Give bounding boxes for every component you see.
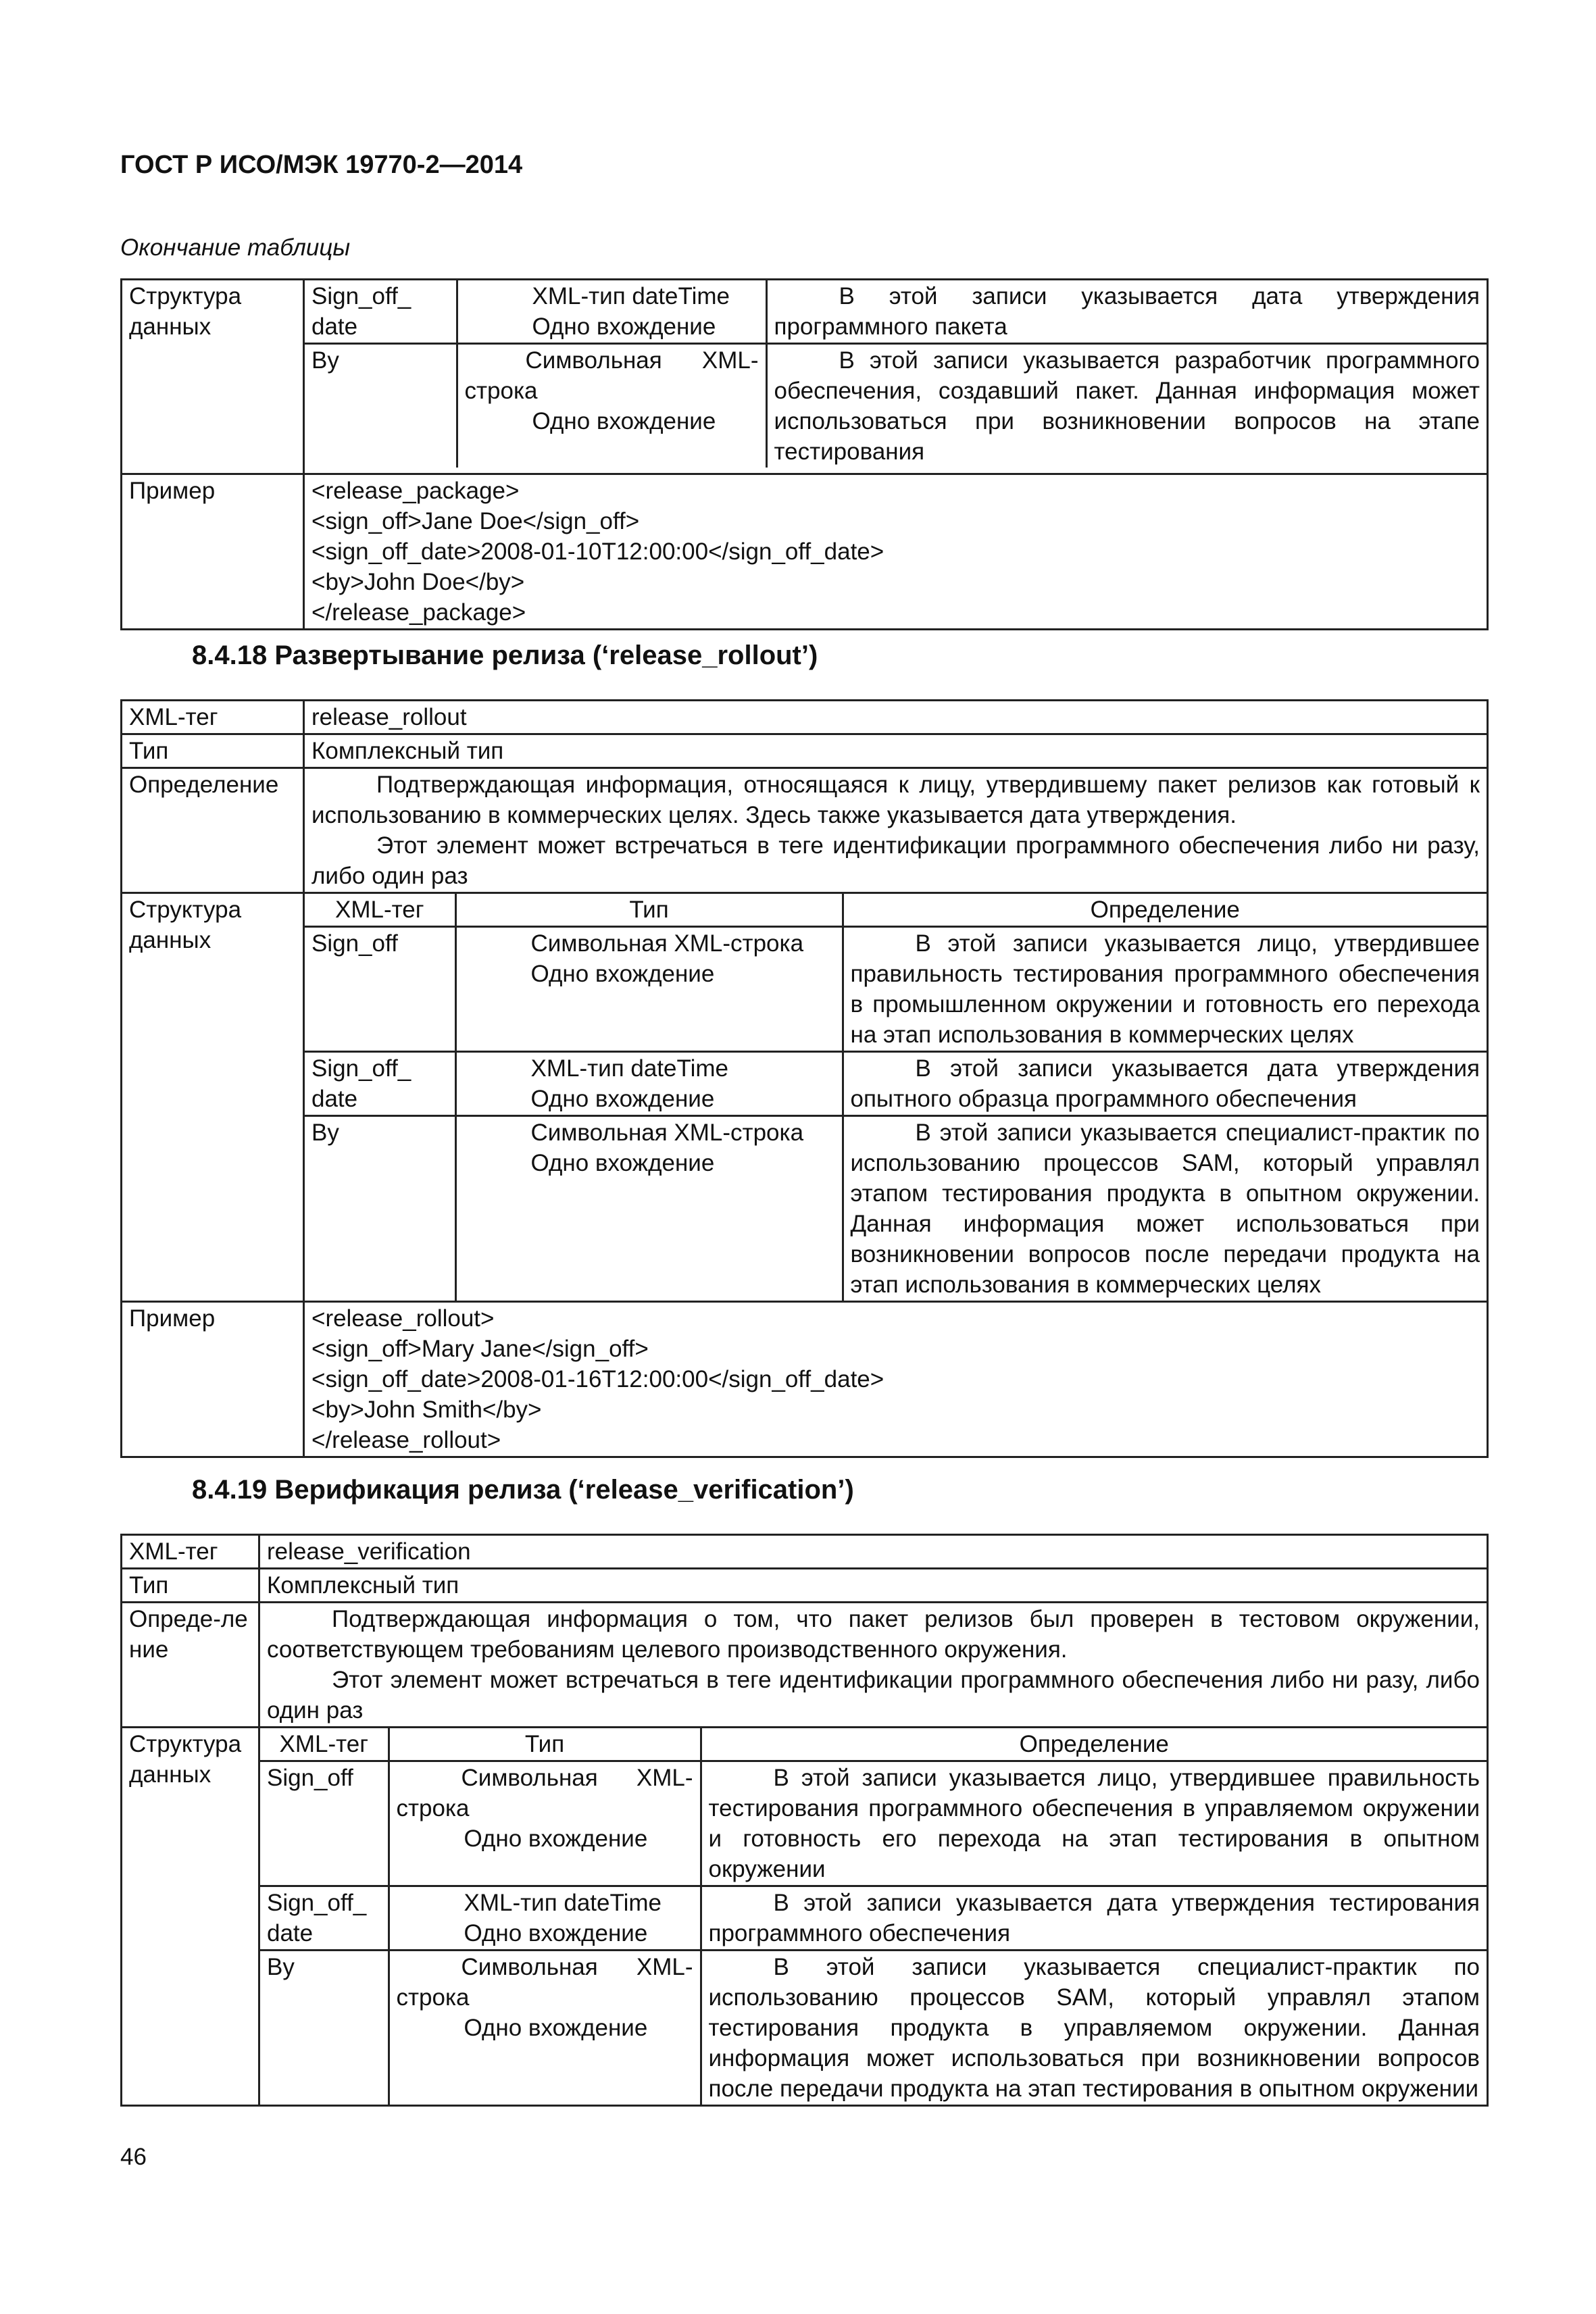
example-code [304, 474, 1488, 630]
table-release-rollout [120, 699, 1489, 1458]
occurrence-text: Одно вхождение [530, 1086, 715, 1112]
type-value: Комплексный тип [304, 734, 1488, 768]
table-continuation-note: Окончание таблицы [120, 234, 351, 261]
occurrence-text: Одно вхождение [532, 313, 716, 340]
occurrence-text: Одно вхождение [530, 961, 715, 987]
xml-tag-value: release_verification [259, 1535, 1488, 1569]
occurrence-text: Одно вхождение [532, 408, 716, 434]
type-label: Тип [122, 1569, 259, 1603]
xml-tag-cell: By [260, 1951, 389, 2105]
table-header-row [260, 1728, 1487, 1761]
struct-label: Структура данных [122, 1728, 259, 2106]
type-cell [389, 1886, 701, 1951]
definition-cell: В этой записи указывается лицо, утвердившее правильность тестирования программного обеспечения в управляемом окружении и готовность его перехода на этап тестирования в опытном окружении [701, 1761, 1487, 1886]
definition-paragraph: Подтверждающая информация о том, что пакет релизов был проверен в тестовом окружении, соответствующем требованиям целевого производственного окружения. [267, 1606, 1480, 1663]
xml-tag-cell: Sign_off_ date [305, 280, 457, 344]
definition-cell: В этой записи указывается лицо, утвердившее правильность тестирования программного обеспечения в промышленном окружении и готовность его перехода на этап использования в коммерческих целях [843, 927, 1487, 1052]
definition-cell: В этой записи указывается разработчик программного обеспечения, создавший пакет. Данная информация может использоваться при возникновении вопросов на этапе тестирования [766, 344, 1487, 468]
type-cell [389, 1761, 701, 1886]
table-row [305, 927, 1487, 1052]
col-header-xml-tag: XML-тег [305, 894, 455, 927]
code-line: <release_package> [311, 478, 520, 504]
type-text: Символьная XML-строка [396, 1765, 693, 1821]
type-cell [457, 280, 766, 344]
table-release-verification [120, 1534, 1489, 2107]
occurrence-text: Одно вхождение [464, 2015, 648, 2041]
type-text: Символьная XML-строка [396, 1954, 693, 2011]
section-heading-release-verification: 8.4.19 Верификация релиза (‘release_verification’) [192, 1475, 854, 1505]
occurrence-text: Одно вхождение [464, 1826, 648, 1852]
example-label: Пример [122, 474, 304, 630]
occurrence-text: Одно вхождение [464, 1920, 648, 1946]
xml-tag-label: XML-тег [122, 1535, 259, 1569]
xml-tag-cell: Sign_off_ date [305, 1052, 455, 1116]
table-row [260, 1761, 1487, 1886]
definition-label: Опреде-ление [122, 1603, 259, 1728]
table-row [305, 1052, 1487, 1116]
type-cell [455, 1116, 843, 1301]
struct-subtable [305, 280, 1487, 468]
type-cell [457, 344, 766, 468]
definition-paragraph: Этот элемент может встречаться в теге идентификации программного обеспечения либо ни разу, либо один раз [311, 832, 1480, 889]
code-line: <by>John Smith</by> [311, 1397, 542, 1423]
col-header-xml-tag: XML-тег [260, 1728, 389, 1761]
definition-cell: В этой записи указывается специалист-практик по использованию процессов SAM, который управлял этапом тестирования продукта в опытном окружении. Данная информация может использоваться при возникновении вопросов после передачи продукта на этап использования в коммерческих целях [843, 1116, 1487, 1301]
code-line: </release_rollout> [311, 1427, 501, 1453]
definition-cell: В этой записи указывается дата утверждения программного пакета [766, 280, 1487, 344]
type-text: Символьная XML-строка [530, 930, 804, 957]
type-text: Символьная XML-строка [530, 1120, 804, 1146]
code-line: <sign_off_date>2008-01-16T12:00:00</sign_off_date> [311, 1366, 884, 1392]
document-header: ГОСТ Р ИСО/МЭК 19770-2—2014 [120, 151, 523, 179]
code-line: <release_rollout> [311, 1305, 495, 1332]
type-text: XML-тип dateTime [530, 1055, 728, 1082]
xml-tag-label: XML-тег [122, 701, 304, 734]
struct-subtable [260, 1728, 1487, 2105]
definition-cell: В этой записи указывается дата утверждения опытного образца программного обеспечения [843, 1052, 1487, 1116]
code-line: <sign_off>Mary Jane</sign_off> [311, 1336, 649, 1362]
table-row [260, 1951, 1487, 2105]
definition-label: Определение [122, 768, 304, 893]
type-cell [455, 1052, 843, 1116]
type-value: Комплексный тип [259, 1569, 1488, 1603]
definition-paragraph: Этот элемент может встречаться в теге идентификации программного обеспечения либо ни разу, либо один раз [267, 1667, 1480, 1724]
xml-tag-cell: By [305, 344, 457, 468]
definition-paragraph: Подтверждающая информация, относящаяся к лицу, утвердившему пакет релизов как готовый к использованию в коммерческих целях. Здесь также указывается дата утверждения. [311, 772, 1480, 828]
table-row [305, 1116, 1487, 1301]
code-line: </release_package> [311, 599, 526, 626]
col-header-definition: Определение [701, 1728, 1487, 1761]
col-header-type: Тип [389, 1728, 701, 1761]
col-header-type: Тип [455, 894, 843, 927]
type-cell [389, 1951, 701, 2105]
table-release-package-end [120, 278, 1489, 630]
type-cell [455, 927, 843, 1052]
xml-tag-cell: Sign_off [305, 927, 455, 1052]
struct-subtable [305, 894, 1487, 1301]
type-text: Символьная XML-строка [464, 347, 759, 404]
xml-tag-cell: Sign_off [260, 1761, 389, 1886]
struct-label: Структура данных [122, 893, 304, 1302]
example-label: Пример [122, 1302, 304, 1457]
section-heading-release-rollout: 8.4.18 Развертывание релиза (‘release_rollout’) [192, 640, 818, 670]
type-label: Тип [122, 734, 304, 768]
xml-tag-value: release_rollout [304, 701, 1488, 734]
table-header-row [305, 894, 1487, 927]
struct-label: Структура данных [122, 280, 304, 474]
definition-text [304, 768, 1488, 893]
definition-cell: В этой записи указывается специалист-практик по использованию процессов SAM, который управлял этапом тестирования продукта в управляемом окружении. Данная информация может использоваться при возникновении вопросов после передачи продукта на этап тестирования в опытном окружении [701, 1951, 1487, 2105]
type-text: XML-тип dateTime [464, 1890, 662, 1916]
xml-tag-cell: By [305, 1116, 455, 1301]
xml-tag-cell: Sign_off_ date [260, 1886, 389, 1951]
occurrence-text: Одно вхождение [530, 1150, 715, 1176]
example-code [304, 1302, 1488, 1457]
table-row [305, 280, 1487, 344]
type-text: XML-тип dateTime [532, 283, 730, 309]
code-line: <sign_off>Jane Doe</sign_off> [311, 508, 640, 534]
code-line: <by>John Doe</by> [311, 569, 525, 595]
page-number: 46 [120, 2144, 147, 2170]
col-header-definition: Определение [843, 894, 1487, 927]
table-row [260, 1886, 1487, 1951]
definition-cell: В этой записи указывается дата утверждения тестирования программного обеспечения [701, 1886, 1487, 1951]
table-row [305, 344, 1487, 468]
code-line: <sign_off_date>2008-01-10T12:00:00</sign_off_date> [311, 538, 884, 565]
definition-text [259, 1603, 1488, 1728]
